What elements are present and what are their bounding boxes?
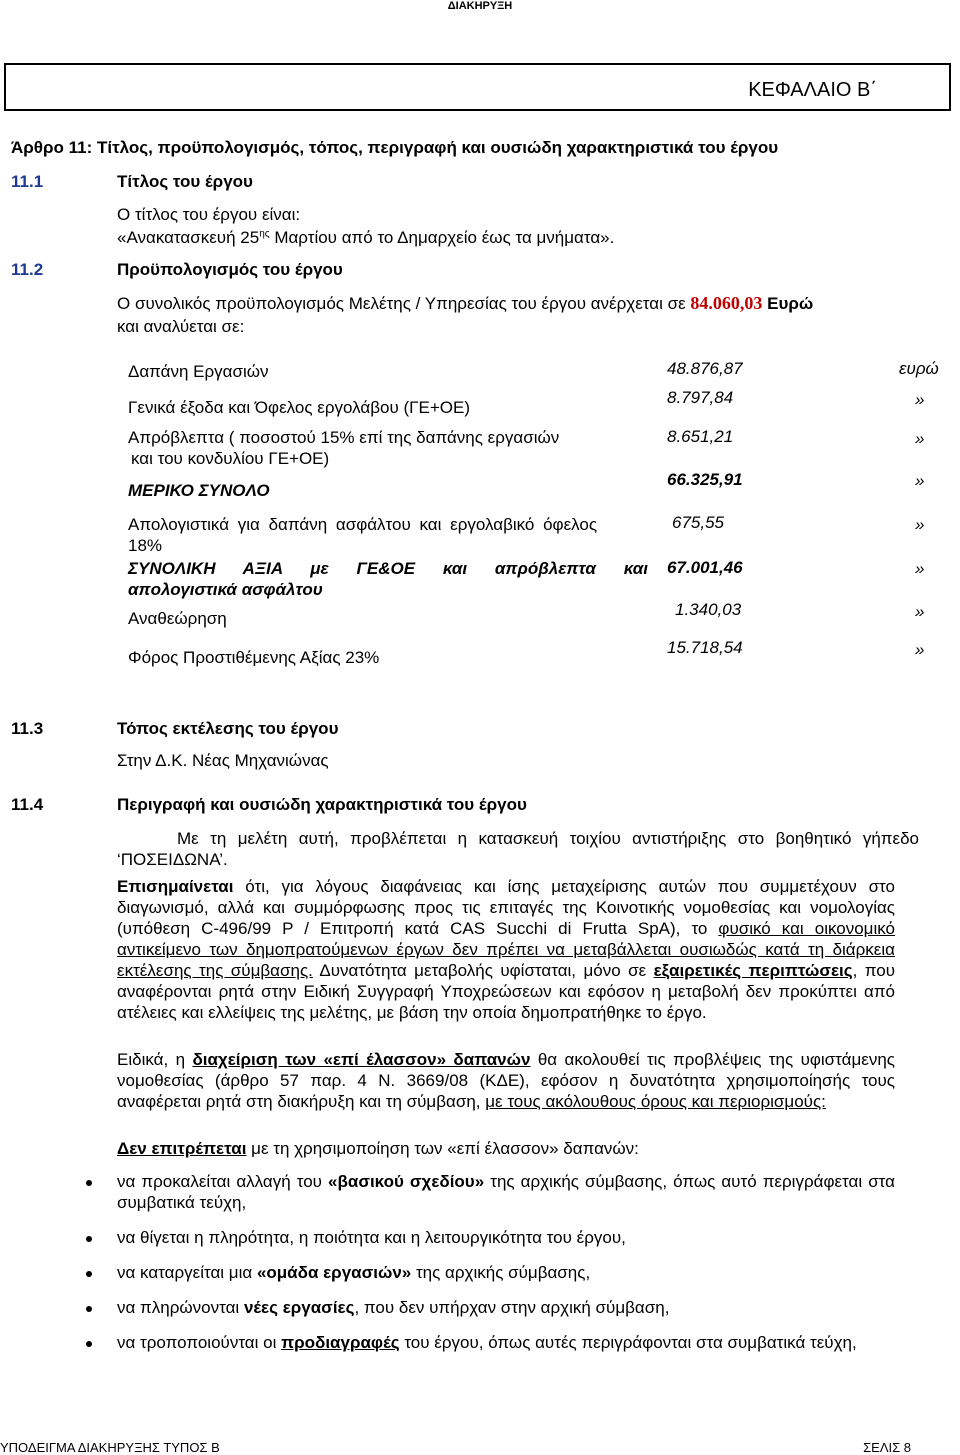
budget-unit-subtotal: » (915, 471, 925, 490)
bullet-item-1: να προκαλείται αλλαγή του «βασικού σχεδίου» της αρχικής σύμβασης, όπως αυτό περιγράφεται στα συμβατικά τεύχη, (117, 1172, 895, 1212)
project-title: «Ανακατασκευή $25^{\eta\varsigma}$ Μαρτίου από το Δημαρχείο έως τα μνήματα». (117, 228, 615, 247)
bullet-icon (86, 1306, 92, 1312)
bullet-icon (86, 1341, 92, 1347)
budget-value-subtotal: 66.325,91 (667, 470, 743, 489)
budget-value-contingency: 8.651,21 (667, 427, 734, 446)
location-text: Στην Δ.Κ. Νέας Μηχανιώνας (117, 751, 329, 770)
budget-label-vat: Φόρος Προστιθέμενης Αξίας 23% (128, 648, 380, 667)
description-paragraph: Με τη μελέτη αυτή, προβλέπεται η κατασκευή τοιχίου αντιστήριξης στο βοηθητικό γήπεδο ‘ΠΟΣΕΙΔΩΝΑ’. (117, 829, 919, 869)
budget-label-works: Δαπάνη Εργασιών (128, 362, 269, 381)
bullet-icon (86, 1180, 92, 1186)
project-title-intro: Ο τίτλος του έργου είναι: (117, 205, 301, 224)
budget-unit-asphalt: » (915, 515, 925, 534)
budget-unit-total: » (915, 559, 925, 578)
budget-intro: Ο συνολικός προϋπολογισμός Μελέτης / Υπηρεσίας του έργου ανέρχεται σε 84.060,03 Ευρώ (117, 293, 814, 313)
budget-unit-contingency: » (915, 429, 925, 448)
bullet-item-3: να καταργείται μια «ομάδα εργασιών» της αρχικής σύμβασης, (117, 1263, 591, 1282)
budget-unit-works: ευρώ (899, 359, 939, 378)
budget-label-subtotal: ΜΕΡΙΚΟ ΣΥΝΟΛΟ (128, 481, 270, 500)
section-number-11-1: 11.1 (11, 172, 44, 191)
section-title-11-3: Τόπος εκτέλεσης του έργου (117, 719, 339, 738)
section-title-11-2: Προϋπολογισμός του έργου (117, 260, 343, 279)
section-number-11-4: 11.4 (11, 795, 44, 814)
chapter-title: ΚΕΦΑΛΑΙΟ Β΄ (748, 79, 877, 101)
bullet-icon (86, 1236, 92, 1242)
budget-value-asphalt: 675,55 (672, 513, 724, 532)
budget-amount: 84.060,03 (690, 293, 763, 313)
budget-value-overhead: 8.797,84 (667, 388, 734, 407)
budget-label-overhead: Γενικά έξοδα και Όφελος εργολάβου (ΓΕ+ΟΕ) (128, 398, 470, 417)
budget-value-works: 48.876,87 (667, 359, 743, 378)
section-title-11-4: Περιγραφή και ουσιώδη χαρακτηριστικά του έργου (117, 795, 527, 814)
budget-unit-overhead: » (915, 390, 925, 409)
budget-value-total: 67.001,46 (667, 558, 743, 577)
article-title: Άρθρο 11: Τίτλος, προϋπολογισμός, τόπος, περιγραφή και ουσιώδη χαρακτηριστικά του έργου (11, 138, 779, 157)
budget-value-revision: 1.340,03 (675, 600, 742, 619)
footer-left: ΥΠΟΔΕΙΓΜΑ ΔΙΑΚΗΡΥΞΗΣ ΤΥΠΟΣ Β (0, 1440, 220, 1455)
budget-label-contingency: Απρόβλεπτα ( ποσοστού 15% επί της δαπάνης εργασιών και του κονδυλίου ΓΕ+ΟΕ) (128, 428, 560, 468)
notice-paragraph: Επισημαίνεται ότι, για λόγους διαφάνειας και ίσης μεταχείρισης αυτών που συμμετέχουν στο διαγωνισμό, αλλά και συμμόρφωσης προς τις επιταγές της Κοινοτικής νομοθεσίας και νομολογίας (υπόθεση C-496/99 P / Επιτροπή κατά CAS Succhi di Frutta SpA), το φυσικό και οικονομικό αντικείμενο των δημοπρατούμενων έργων δεν πρέπει να μεταβάλλεται ουσιωδώς κατά τη διάρκεια εκτέλεσης της σύμβασης. Δυνατότητα μεταβολής υφίσταται, μόνο σε εξαιρετικές περιπτώσεις, που αναφέρονται ρητά στην Ειδική Συγγραφή Υποχρεώσεων και εφόσον η μεταβολή δεν προκύπτει από ατέλειες και ελλείψεις της μελέτης, με βάση την οποία δημοπρατήθηκε το έργο. (117, 877, 896, 1022)
not-allowed-line: Δεν επιτρέπεται με τη χρησιμοποίηση των «επί έλασσον» δαπανών: (117, 1139, 639, 1158)
savings-paragraph: Ειδικά, η διαχείριση των «επί έλασσον» δαπανών θα ακολουθεί τις προβλέψεις της υφιστάμενης νομοθεσίας (άρθρο 57 παρ. 4 Ν. 3669/08 (ΚΔΕ), εφόσον η δυνατότητα χρησιμοποίησής τους αναφέρεται ρητά στη διακήρυξη και τη σύμβαση, με τους ακόλουθους όρους και περιορισμούς: (117, 1050, 895, 1111)
budget-label-total-2: απολογιστικά ασφάλτου (128, 580, 323, 599)
budget-unit-revision: » (915, 602, 925, 621)
bullet-item-5: να τροποποιούνται οι προδιαγραφές του έργου, όπως αυτές περιγράφονται στα συμβατικά τεύχη, (117, 1333, 857, 1352)
budget-label-asphalt: Απολογιστικά για δαπάνη ασφάλτου και εργολαβικό όφελος 18% (128, 515, 598, 555)
chapter-box (4, 63, 951, 111)
budget-label-total: ΣΥΝΟΛΙΚΗ ΑΞΙΑ με ΓΕ&ΟΕ και απρόβλεπτα και (128, 559, 648, 578)
section-number-11-2: 11.2 (11, 260, 44, 279)
bullet-icon (86, 1271, 92, 1277)
section-number-11-3: 11.3 (11, 719, 44, 738)
budget-label-revision: Αναθεώρηση (128, 609, 227, 628)
footer-page-number: ΣΕΛΙΣ 8 (863, 1440, 911, 1455)
budget-intro-2: και αναλύεται σε: (117, 317, 245, 336)
budget-value-vat: 15.718,54 (667, 638, 743, 657)
page-header: ΔΙΑΚΗΡΥΞΗ (447, 0, 513, 12)
bullet-item-4: να πληρώνονται νέες εργασίες, που δεν υπήρχαν στην αρχική σύμβαση, (117, 1298, 670, 1317)
section-title-11-1: Τίτλος του έργου (117, 172, 253, 191)
bullet-item-2: να θίγεται η πληρότητα, η ποιότητα και η λειτουργικότητα του έργου, (117, 1228, 626, 1247)
budget-unit-vat: » (915, 640, 925, 659)
